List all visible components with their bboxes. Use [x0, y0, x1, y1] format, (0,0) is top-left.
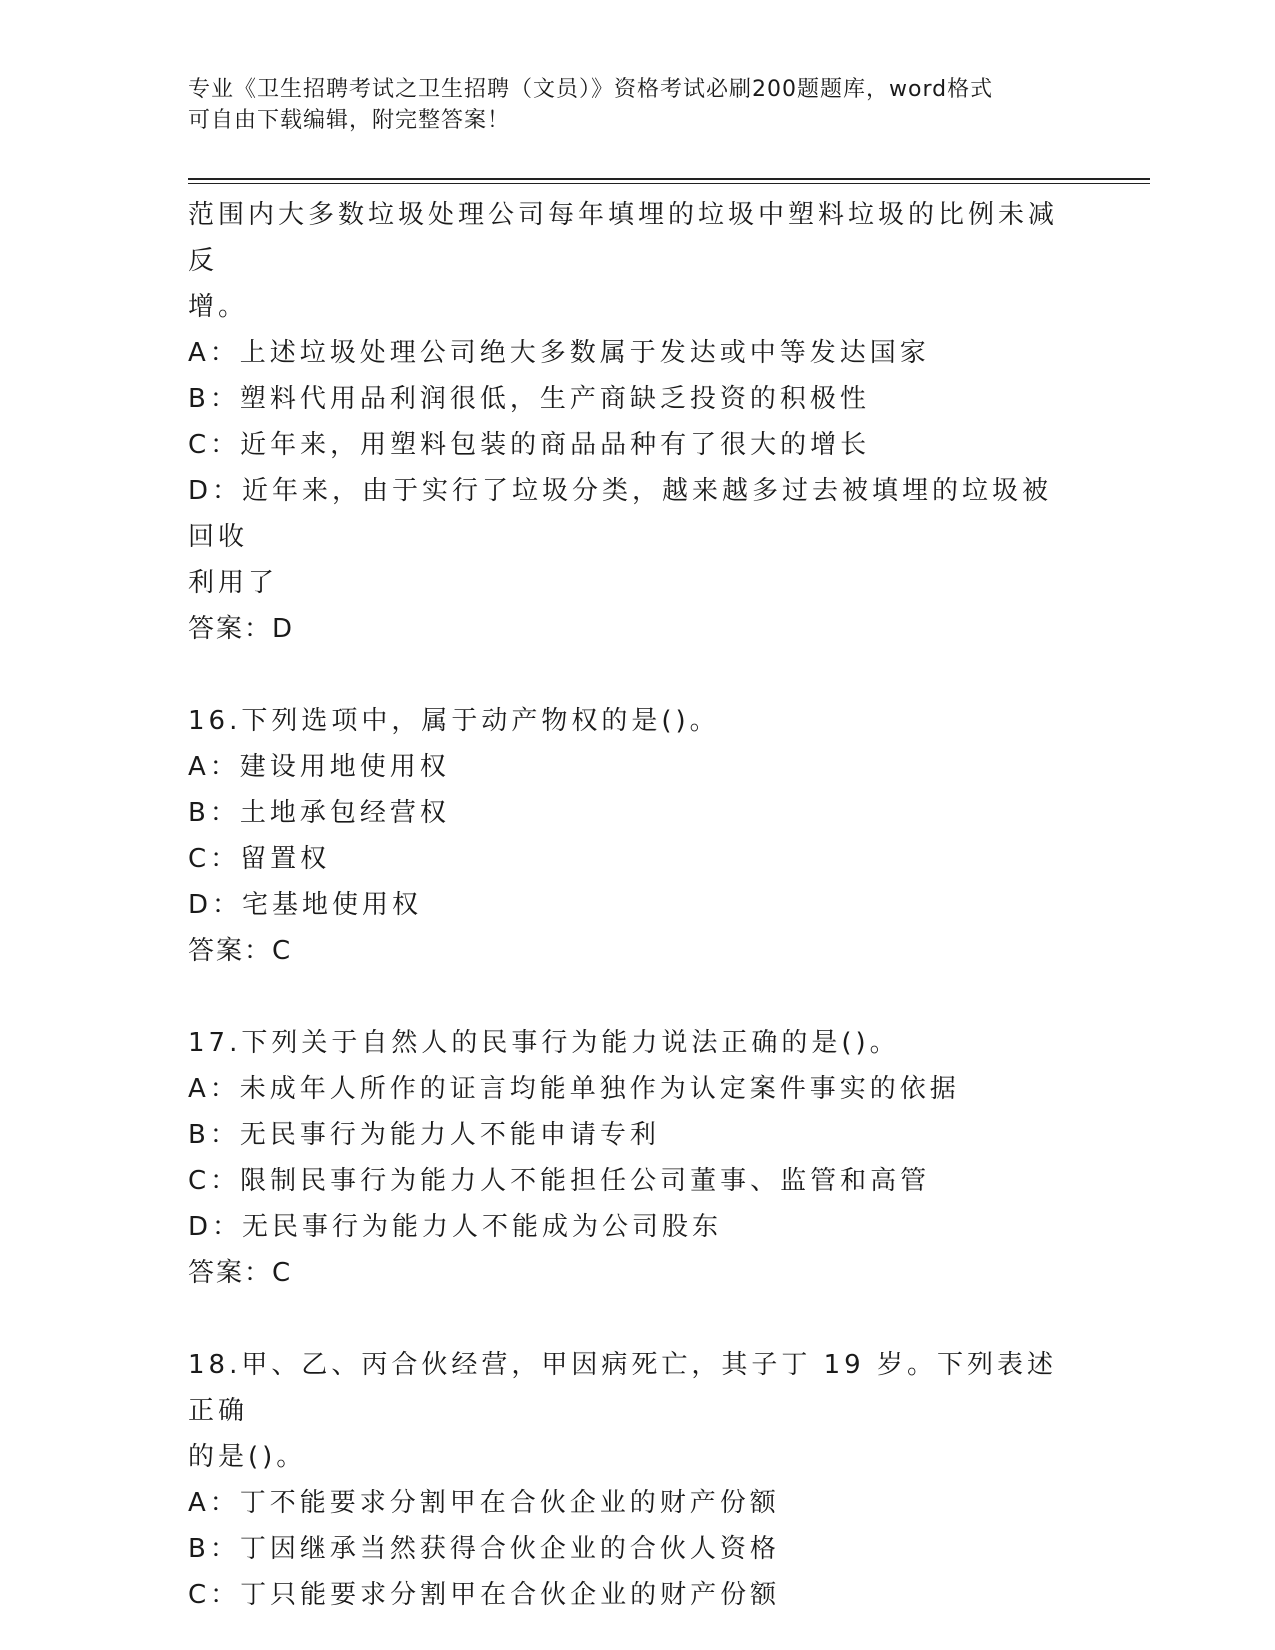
option-a: A：丁不能要求分割甲在合伙企业的财产份额 [188, 1488, 780, 1518]
option-a: A：上述垃圾处理公司绝大多数属于发达或中等发达国家 [188, 338, 930, 368]
answer: 答案：C [188, 936, 293, 966]
option-c: C：近年来，用塑料包装的商品品种有了很大的增长 [188, 430, 871, 460]
question-stem: 16.下列选项中，属于动产物权的是()。 [188, 706, 720, 736]
option-d-continued: 利用了 [188, 568, 279, 598]
question-18 [188, 1342, 1068, 1618]
option-d: D：近年来，由于实行了垃圾分类，越来越多过去被填埋的垃圾被回收 [188, 476, 1053, 552]
document-header [188, 74, 1068, 136]
question-content [188, 192, 1068, 1618]
question-stem: 范围内大多数垃圾处理公司每年填埋的垃圾中塑料垃圾的比例未减反 [188, 200, 1059, 276]
question-stem: 的是()。 [188, 1442, 307, 1472]
answer: 答案：D [188, 614, 295, 644]
question-stem: 17.下列关于自然人的民事行为能力说法正确的是()。 [188, 1028, 900, 1058]
option-b: B：无民事行为能力人不能申请专利 [188, 1120, 660, 1150]
header-title-line-1: 专业《卫生招聘考试之卫生招聘（文员）》资格考试必刷200题题库，word格式 [188, 77, 994, 102]
option-c: C：丁只能要求分割甲在合伙企业的财产份额 [188, 1580, 781, 1610]
header-title-line-2: 可自由下载编辑，附完整答案！ [188, 108, 511, 133]
option-b: B：土地承包经营权 [188, 798, 450, 828]
question-15-continued [188, 192, 1068, 652]
option-d: D：宅基地使用权 [188, 890, 423, 920]
header-divider-thin [188, 183, 1150, 184]
question-16 [188, 698, 1068, 974]
question-stem: 增。 [188, 292, 249, 322]
option-b: B：丁因继承当然获得合伙企业的合伙人资格 [188, 1534, 780, 1564]
option-d: D：无民事行为能力人不能成为公司股东 [188, 1212, 723, 1242]
question-17 [188, 1020, 1068, 1296]
header-divider-thick [188, 178, 1150, 180]
option-a: A：建设用地使用权 [188, 752, 450, 782]
option-c: C：留置权 [188, 844, 331, 874]
question-stem: 18.甲、乙、丙合伙经营，甲因病死亡，其子丁 19 岁。下列表述正确 [188, 1350, 1057, 1426]
option-b: B：塑料代用品利润很低，生产商缺乏投资的积极性 [188, 384, 870, 414]
option-c: C：限制民事行为能力人不能担任公司董事、监管和高管 [188, 1166, 931, 1196]
option-a: A：未成年人所作的证言均能单独作为认定案件事实的依据 [188, 1074, 960, 1104]
answer: 答案：C [188, 1258, 293, 1288]
